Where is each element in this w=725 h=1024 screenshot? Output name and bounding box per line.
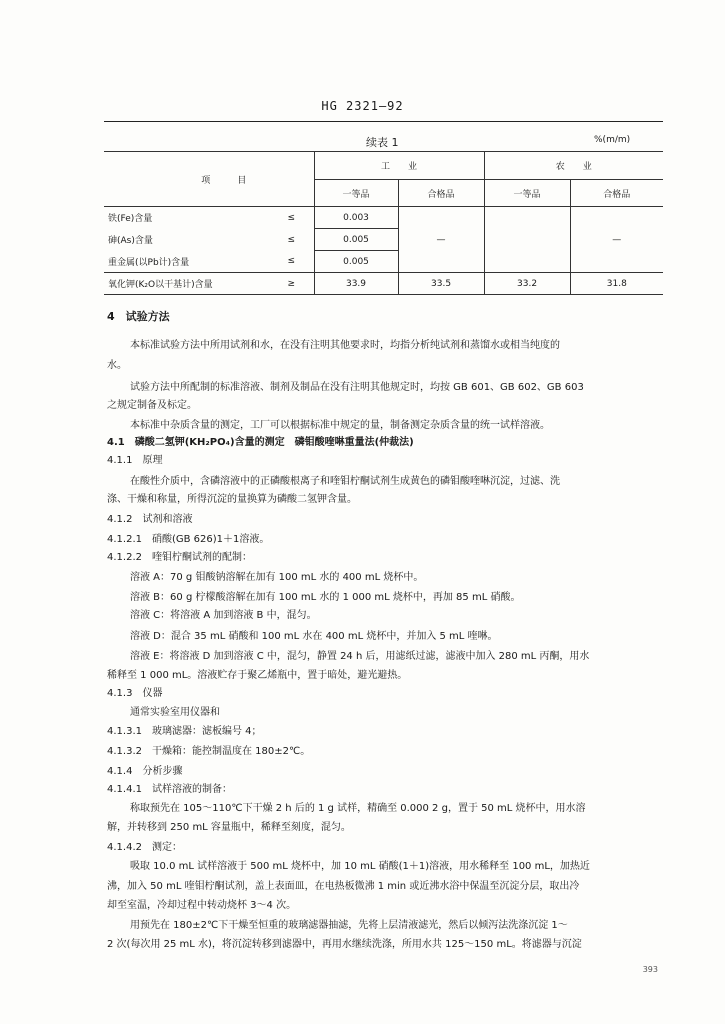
paragraph: 本标准中杂质含量的测定，工厂可以根据标准中规定的量，制备测定杂质含量的统一试样溶液。 <box>130 420 550 431</box>
paragraph: 却至室温，冷却过程中转动烧杯 3～4 次。 <box>107 900 297 911</box>
paragraph: 之规定制备及标定。 <box>107 400 197 411</box>
group-agriculture: 农 业 <box>484 152 663 180</box>
heading: 4.1.2.2 喹钼柠酮试剂的配制： <box>107 552 252 563</box>
paragraph: 称取预先在 105～110℃下干燥 2 h 后的 1 g 试样，精确至 0.000 2 g，置于 50 mL 烧杯中，用水溶 <box>130 803 586 814</box>
heading: 4.1.1 原理 <box>107 455 163 466</box>
grade-first: 一等品 <box>314 180 398 207</box>
paragraph: 吸取 10.0 mL 试样溶液于 500 mL 烧杯中，加 10 mL 硝酸(1＋1)溶液，用水稀释至 100 mL，加热近 <box>130 861 590 872</box>
grade-qualified: 合格品 <box>570 180 663 207</box>
grade-qualified: 合格品 <box>398 180 484 207</box>
paragraph: 通常实验室用仪器和 <box>130 707 220 718</box>
paragraph: 在酸性介质中，含磷溶液中的正磷酸根离子和喹钼柠酮试剂生成黄色的磷钼酸喹啉沉淀，过滤、洗 <box>130 476 560 487</box>
row-item: 氧化钾(K₂O以干基计)含量 <box>104 273 269 295</box>
heading: 4.1.4.1 试样溶液的制备： <box>107 784 232 795</box>
row-item: 砷(As)含量 <box>108 236 153 246</box>
row-value: — <box>398 207 484 273</box>
paragraph: 用预先在 180±2℃下干燥至恒重的玻璃滤器抽滤，先将上层清液滤光，然后以倾泻法洗涤沉淀 1～ <box>130 920 568 931</box>
row-value: 31.8 <box>570 273 663 295</box>
row-operator: ≤ <box>269 207 314 229</box>
standard-number: HG 2321—92 <box>321 99 404 113</box>
row-operator: ≥ <box>269 273 314 295</box>
row-value: 0.005 <box>314 229 398 251</box>
paragraph: 本标准试验方法中所用试剂和水，在没有注明其他要求时，均指分析纯试剂和蒸馏水或相当纯度的 <box>130 340 560 351</box>
heading: 4.1.3.1 玻璃滤器：滤板编号 4； <box>107 726 262 737</box>
row-value: 0.005 <box>314 251 398 273</box>
solution-e: 稀释至 1 000 mL。溶液贮存于聚乙烯瓶中，置于暗处，避光避热。 <box>107 670 408 681</box>
row-value: — <box>570 207 663 273</box>
row-value: 33.2 <box>484 273 570 295</box>
paragraph: 试验方法中所配制的标准溶液、制剂及制品在没有注明其他规定时，均按 GB 601、GB 602、GB 603 <box>130 382 584 393</box>
table-unit: %(m/m) <box>594 135 631 145</box>
heading: 4.1.2 试剂和溶液 <box>107 514 193 525</box>
solution-a: 溶液 A：70 g 钼酸钠溶解在加有 100 mL 水的 400 mL 烧杯中。 <box>130 572 424 583</box>
solution-d: 溶液 D：混合 35 mL 硝酸和 100 mL 水在 400 mL 烧杯中，并加入 5 mL 喹啉。 <box>130 631 498 642</box>
solution-e: 溶液 E：将溶液 D 加到溶液 C 中，混匀，静置 24 h 后，用滤纸过滤，滤液中加入 280 mL 丙酮，用水 <box>130 651 590 662</box>
row-item: 铁(Fe)含量 <box>108 214 153 225</box>
row-item: 重金属(以Pb计)含量 <box>104 251 269 273</box>
paragraph: 涤、干燥和称量，所得沉淀的量换算为磷酸二氢钾含量。 <box>107 494 357 505</box>
row-value: 0.003 <box>314 207 398 229</box>
paragraph: 2 次(每次用 25 mL 水)，将沉淀转移到滤器中，再用水继续洗涤，所用水共 125～150 mL。将滤器与沉淀 <box>107 939 582 950</box>
table-row <box>104 207 663 229</box>
paragraph: 沸，加入 50 mL 喹钼柠酮试剂，盖上表面皿，在电热板微沸 1 min 或近沸水浴中保温至沉淀分层，取出冷 <box>107 881 580 892</box>
section-4-1-title: 4.1 磷酸二氢钾(KH₂PO₄)含量的测定 磷钼酸喹啉重量法(仲裁法) <box>107 437 414 448</box>
paragraph: 解，并转移到 250 mL 容量瓶中，稀释至刻度，混匀。 <box>107 822 351 833</box>
col-item-header: 项 目 <box>104 152 314 207</box>
section-4-title: 4 试验方法 <box>107 310 170 323</box>
page-number: 393 <box>642 965 658 974</box>
group-industry: 工 业 <box>314 152 484 180</box>
heading: 4.1.3 仪器 <box>107 688 163 699</box>
row-value <box>484 207 570 273</box>
solution-c: 溶液 C：将溶液 A 加到溶液 B 中，混匀。 <box>130 610 317 621</box>
row-value: 33.9 <box>314 273 398 295</box>
heading: 4.1.4.2 测定： <box>107 842 182 853</box>
row-value: 33.5 <box>398 273 484 295</box>
header-rule <box>104 121 663 122</box>
heading: 4.1.3.2 干燥箱：能控制温度在 180±2℃。 <box>107 746 311 757</box>
spec-table <box>104 151 663 295</box>
grade-first: 一等品 <box>484 180 570 207</box>
row-operator: ≤ <box>269 251 314 273</box>
solution-b: 溶液 B：60 g 柠檬酸溶解在加有 100 mL 水的 1 000 mL 烧杯中，再加 85 mL 硝酸。 <box>130 592 521 603</box>
table-caption: 续表 1 <box>366 136 399 149</box>
row-operator: ≤ <box>269 229 314 251</box>
table-row <box>104 273 663 295</box>
paragraph: 水。 <box>107 360 127 371</box>
heading: 4.1.4 分析步骤 <box>107 766 183 777</box>
heading: 4.1.2.1 硝酸(GB 626)1＋1溶液。 <box>107 534 270 545</box>
